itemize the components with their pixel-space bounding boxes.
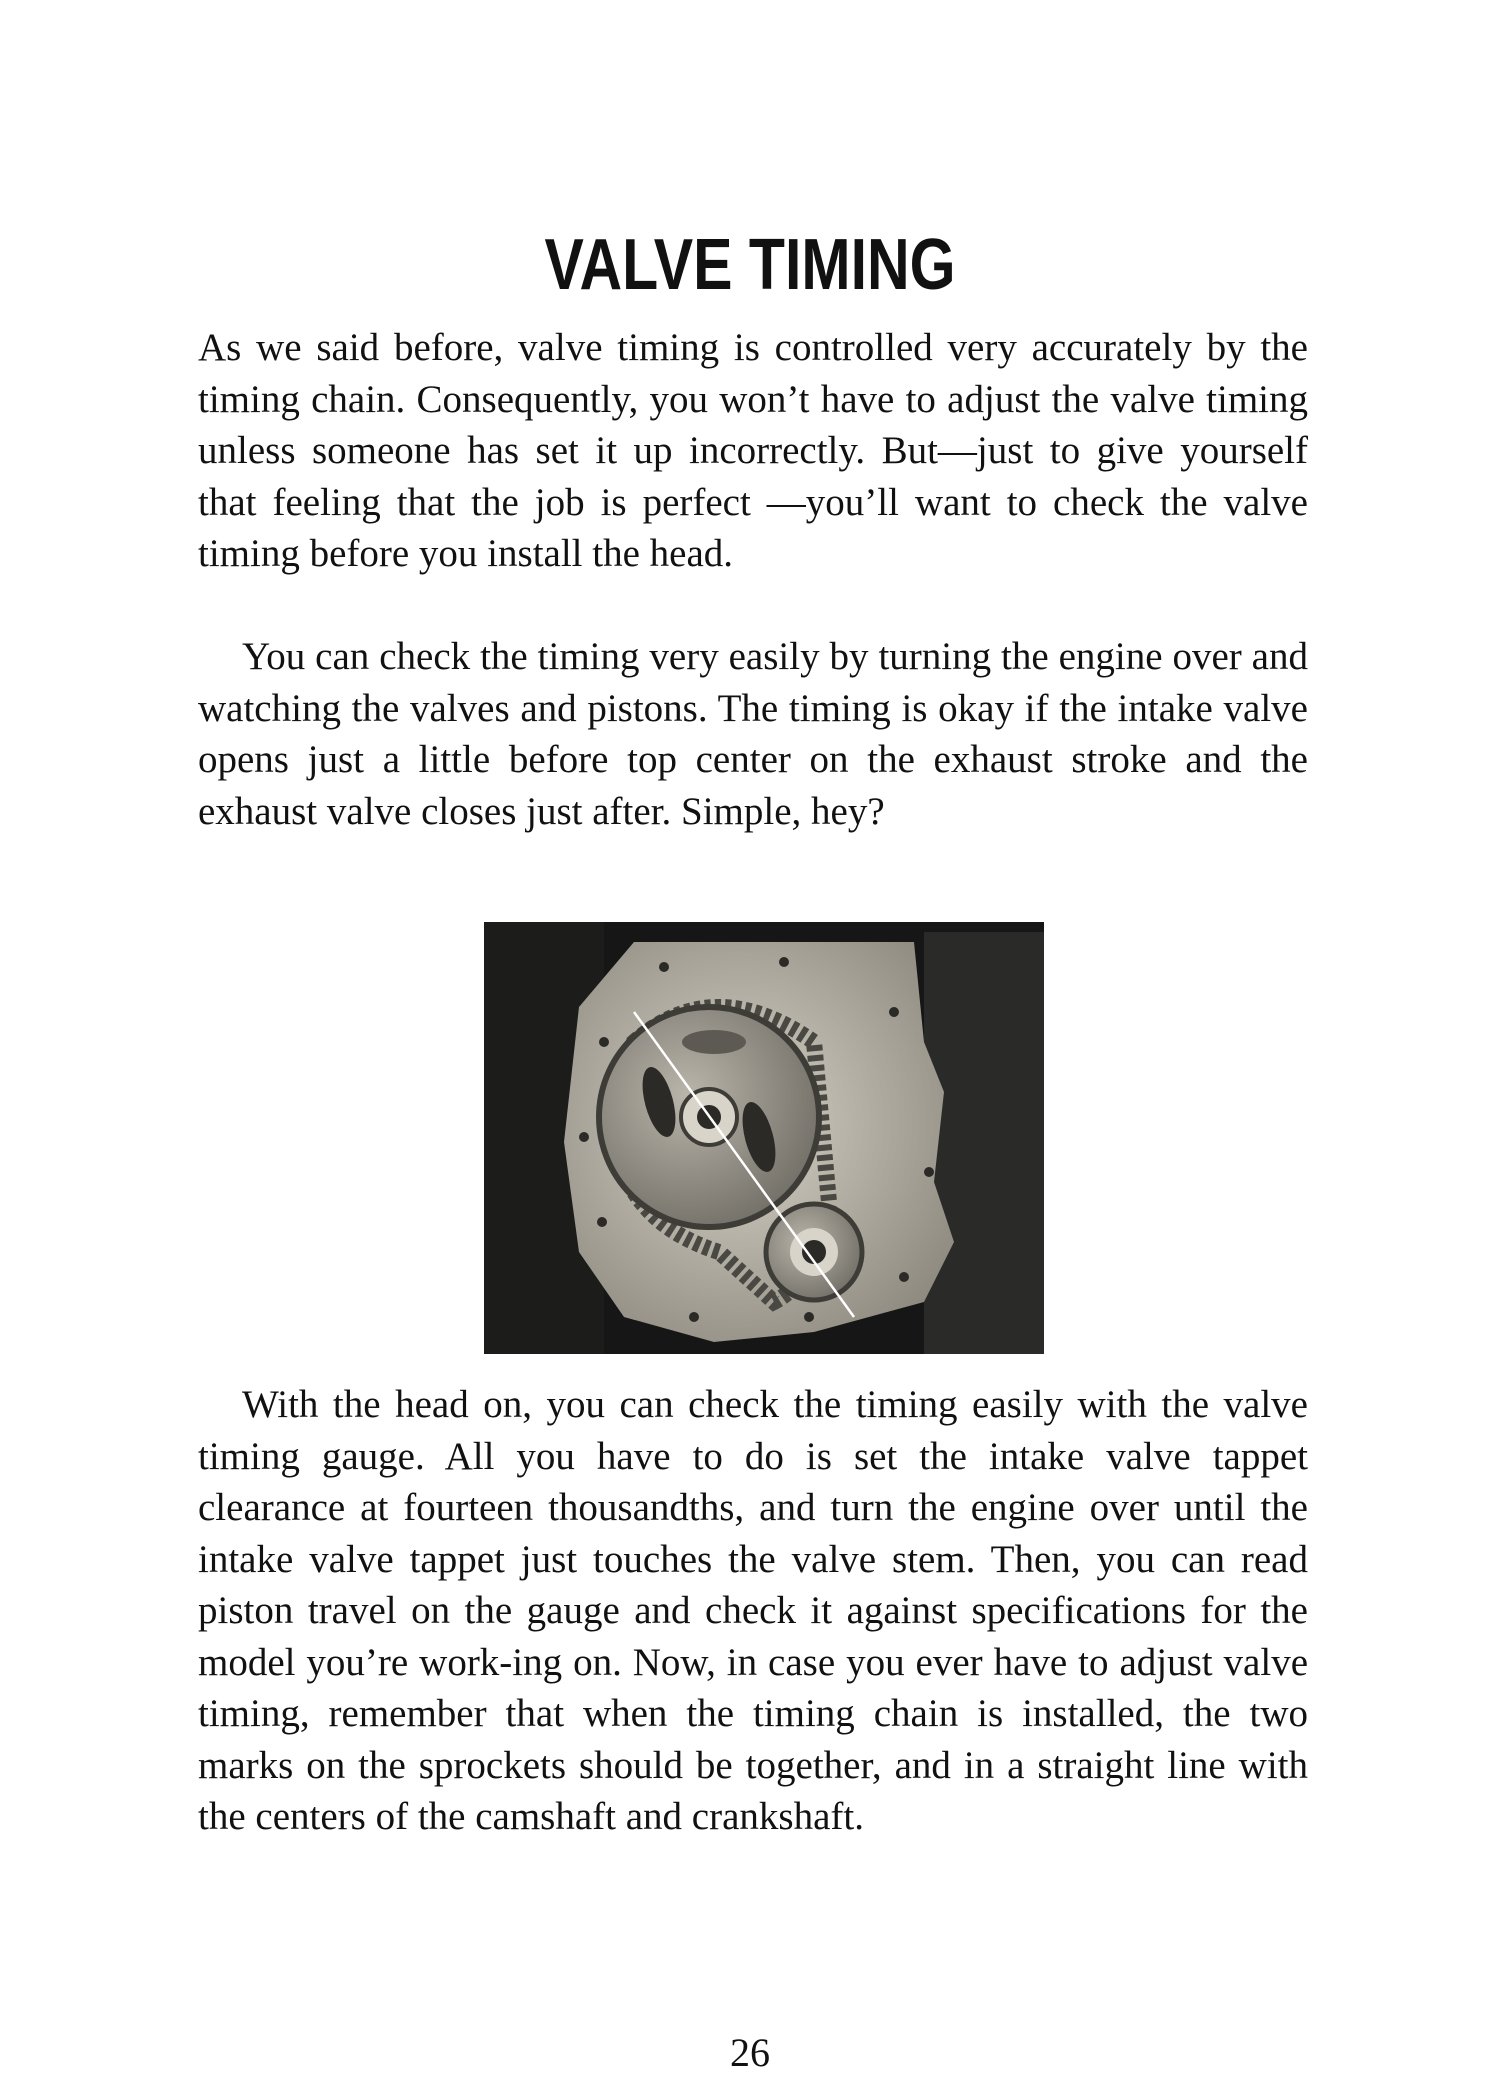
paragraph-checking: You can check the timing very easily by turning the engine over and watching the valves and pistons. The timing is okay if the intake valve opens just a little before top center on the exhaust stroke and the exhaust valve closes just after. Simple, hey? [198, 635, 1308, 833]
page-number: 26 [730, 2030, 770, 2075]
paragraph-intro: As we said before, valve timing is controlled very accurately by the timing chain. Consequently, you won’t have to adjust the valve timing unless someone has set it up incorrectly. But—just to give yourself that feeling that the job is perfect —you’ll want to check the valve timing before you install the head. [198, 326, 1308, 575]
page-title: VALVE TIMING [544, 225, 956, 306]
paragraph-gauge: With the head on, you can check the timing easily with the valve timing gauge. All you have to do is set the intake valve tappet clearance at fourteen thousandths, and turn the engine over until the intake valve tappet just touches the valve stem. Then, you can read piston travel on the gauge and check it against specifications for the model you’re work-ing on. Now, in case you ever have to adjust valve timing, remember that when the timing chain is installed, the two marks on the sprockets should be together, and in a straight line with the centers of the camshaft and crankshaft. [198, 1383, 1308, 1838]
timing-chain-illustration [484, 922, 1044, 1354]
timing-chain-photo [484, 922, 1044, 1354]
